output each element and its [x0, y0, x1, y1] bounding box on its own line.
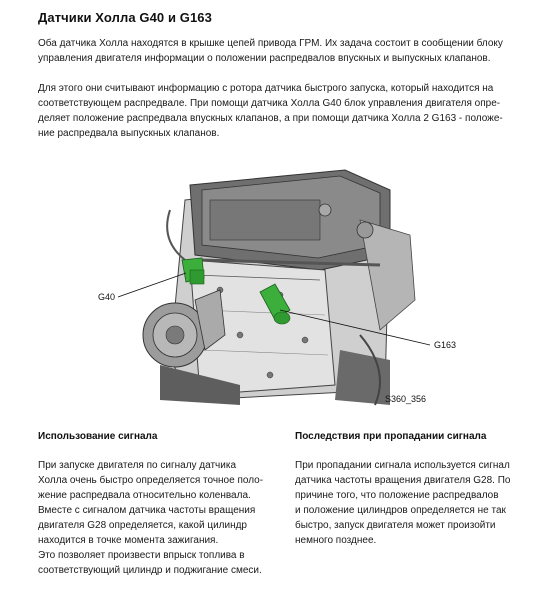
text-line: находится в точке момента зажигания. — [38, 535, 219, 546]
figure-id: S360_356 — [385, 394, 427, 404]
text-line: Оба датчика Холла находятся в крышке цепей привода ГРМ. Их задача состоит в сообщении блоку — [38, 38, 503, 49]
page-title: Датчики Холла G40 и G163 — [38, 10, 212, 25]
text-line: управления двигателя информации о положении распредвалов впускных и выпускных клапанов. — [38, 53, 491, 64]
g40-sensor — [182, 258, 204, 284]
text-line: деляет положение распредвала впускных клапанов, а при помощи датчика Холла 2 G163 - положе- — [38, 113, 503, 124]
text-line: ние распредвала выпускных клапанов. — [38, 128, 220, 139]
text-line: Холла очень быстро определяется точное поло- — [38, 475, 264, 486]
intro-paragraph-2 — [38, 81, 503, 141]
text-line: Это позволяет произвести впрыск топлива в — [38, 550, 245, 561]
signal-usage-heading: Использование сигнала — [38, 431, 158, 442]
text-line: немного позднее. — [295, 535, 377, 546]
text-line: Вместе с сигналом датчика частоты вращения — [38, 505, 256, 516]
engine-block — [143, 170, 415, 405]
text-line: жение распредвала относительно коленвала. — [38, 490, 251, 501]
text-line: При запуске двигателя по сигналу датчика — [38, 460, 237, 471]
text-line: При пропадании сигнала используется сигнал — [295, 460, 510, 471]
text-line: и положение цилиндров определяется не так — [295, 505, 506, 516]
text-line: быстро, запуск двигателя может произойти — [295, 520, 496, 531]
intro-paragraph-1 — [38, 36, 503, 66]
text-line: двигателя G28 определяется, какой цилиндр — [38, 520, 247, 531]
signal-loss-heading: Последствия при пропадании сигнала — [295, 431, 487, 442]
text-line: Для этого они считывают информацию с ротора датчика быстрого запуска, который находится на — [38, 83, 494, 94]
text-line: датчика частоты вращения двигателя G28. По — [295, 475, 511, 486]
text-line: соответствующий цилиндр и поджигание смеси. — [38, 565, 262, 576]
g40-label: G40 — [98, 292, 116, 302]
g163-label: G163 — [434, 340, 457, 350]
text-line: соответствующем распредвале. При помощи датчика Холла G40 блок управления двигателя опре- — [38, 98, 501, 109]
signal-loss-text — [295, 458, 510, 548]
text-line: причине того, что положение распредвалов — [295, 490, 499, 501]
engine-illustration — [90, 160, 450, 410]
signal-usage-text — [38, 458, 263, 578]
